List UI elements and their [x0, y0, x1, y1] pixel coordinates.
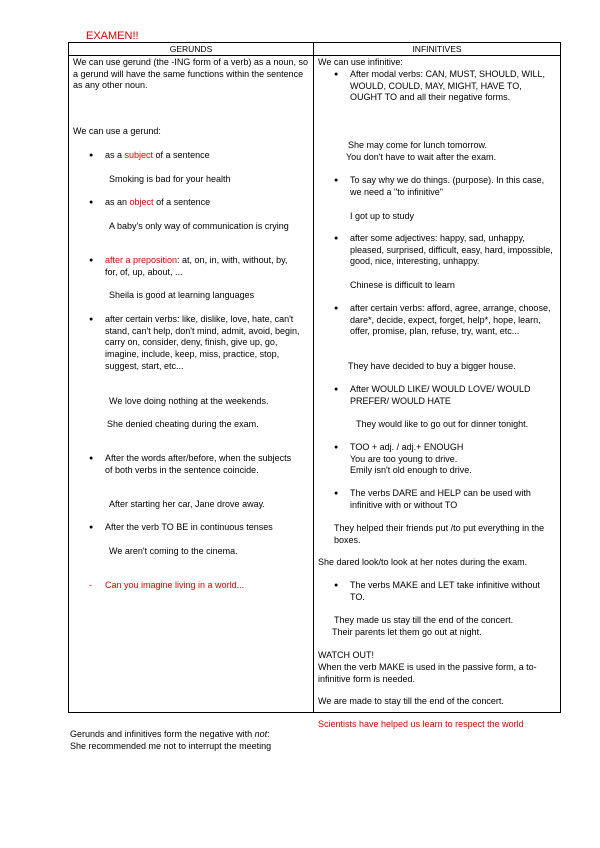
bullet-item: ● To say why we do things. (purpose). In this case, we need a "to infinitive": [334, 175, 556, 198]
example-text: She dared look/to look at her notes during the exam.: [318, 557, 528, 567]
example-text: They have decided to buy a bigger house.: [348, 361, 516, 371]
red-example: Scientists have helped us learn to respect the world: [318, 719, 524, 729]
example-text: I got up to study: [350, 211, 415, 221]
example-text: After starting her car, Jane drove away.: [109, 499, 265, 509]
bullet-item: ● as an object of a sentence: [89, 197, 307, 209]
bullet-item: ● after certain verbs: like, dislike, love, hate, can't stand, can't help, don't mind, admit, avoid, begin, carry on, consider, deny, finish, give up, go, imagine, include, keep, miss, practice, stop, suggest, start, etc...: [89, 314, 309, 372]
example-text: She denied cheating during the exam.: [107, 419, 259, 429]
example-text: A baby's only way of communication is crying: [109, 221, 289, 231]
gerund-intro: We can use gerund (the -ING form of a verb) as a noun, so a gerund will have the same functions within the sentence as any other noun.: [73, 57, 308, 91]
bullet-item: ● After WOULD LIKE/ WOULD LOVE/ WOULD PREFER/ WOULD HATE: [334, 384, 556, 407]
example-text: They would like to go out for dinner tonight.: [356, 419, 529, 429]
bullet-item: ● after some adjectives: happy, sad, unhappy, pleased, surprised, difficult, easy, hard, impossible, good, nice, interesting, unhappy.: [334, 233, 556, 268]
example-text: We love doing nothing at the weekends.: [109, 396, 269, 406]
gerunds-header: GERUNDS: [69, 43, 314, 56]
bullet-item: ● after certain verbs: afford, agree, arrange, choose, dare*, decide, expect, forget, help*, hope, learn, offer, promise, plan, refuse, try, want, etc...: [334, 303, 556, 338]
infinitives-column: [314, 56, 561, 729]
bullet-item: ● After modal verbs: CAN, MUST, SHOULD, WILL, WOULD, COULD, MAY, MIGHT, HAVE TO, OUGHT TO and all their negative forms.: [334, 69, 556, 104]
bullet-item: ● as a subject of a sentence: [89, 150, 307, 162]
bullet-item: ● After the words after/before, when the subjects of both verbs in the sentence coincide.: [89, 453, 299, 476]
example-text: She may come for lunch tomorrow.: [348, 140, 488, 150]
watch-out-heading: WATCH OUT!: [318, 650, 374, 660]
bullet-item: ● The verbs DARE and HELP can be used with infinitive with or without TO: [334, 488, 552, 511]
grammar-table: [68, 42, 561, 729]
infinitives-header: INFINITIVES: [314, 43, 561, 56]
example-text: You don't have to wait after the exam.: [346, 152, 496, 162]
example-text: They helped their friends put /to put everything in the boxes.: [334, 523, 545, 545]
bullet-item: ● after a preposition: at, on, in, with, without, by, for, of, up, about, ...: [89, 255, 293, 278]
example-text: Sheila is good at learning languages: [109, 290, 255, 300]
page-title: EXAMEN!!: [86, 30, 139, 42]
example-text: Their parents let them go out at night.: [332, 627, 482, 637]
gerund-use-label: We can use a gerund:: [73, 126, 161, 136]
bullet-item: ● TOO + adj. / adj.+ ENOUGH You are too young to drive. Emily isn't old enough to drive.: [334, 442, 556, 477]
gerunds-column: [69, 56, 314, 713]
example-text: They made us stay till the end of the concert.: [334, 615, 514, 625]
dash-item: - Can you imagine living in a world...: [89, 580, 307, 592]
example-text: We are made to stay till the end of the concert.: [318, 696, 504, 706]
example-text: We aren't coming to the cinema.: [109, 546, 238, 556]
footer-example: She recommended me not to interrupt the meeting: [70, 741, 272, 751]
watch-out-text: When the verb MAKE is used in the passive form, a to-infinitive form is needed.: [318, 662, 537, 684]
infinitive-intro: We can use infinitive:: [318, 57, 403, 67]
bullet-item: ● After the verb TO BE in continuous tenses: [89, 522, 307, 534]
bullet-item: ● The verbs MAKE and LET take infinitive without TO.: [334, 580, 548, 603]
example-text: Chinese is difficult to learn: [350, 280, 455, 290]
example-text: Smoking is bad for your health: [109, 174, 231, 184]
footer-note: Gerunds and infinitives form the negative with not:: [70, 729, 270, 739]
